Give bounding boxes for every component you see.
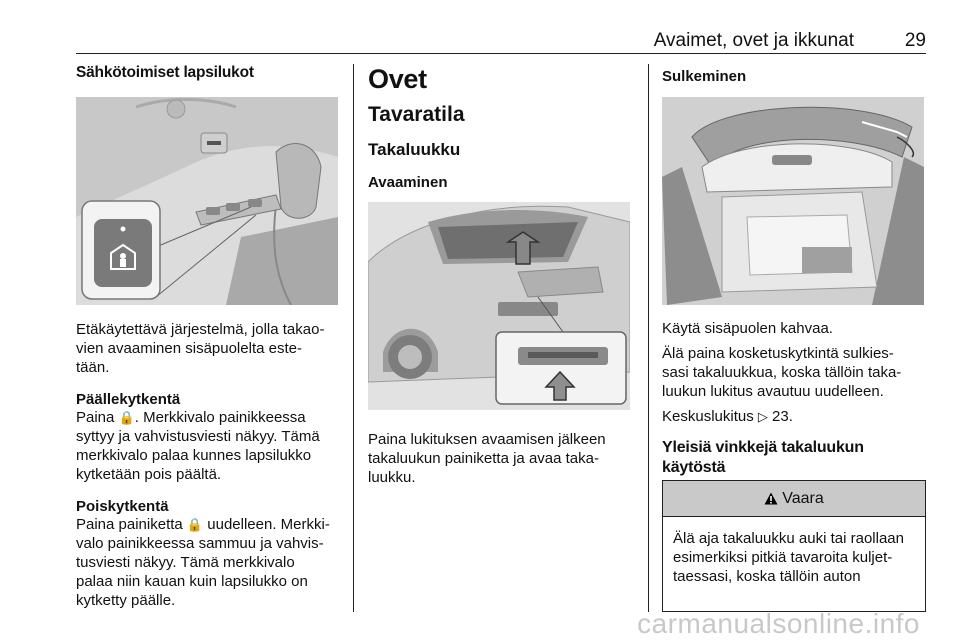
- closing-paragraph-2: [662, 344, 932, 401]
- switch-off-line: valo painikkeessa sammuu ja vahvis-: [76, 535, 324, 552]
- text-page-ref: 23.: [767, 408, 793, 425]
- warning-header: [663, 481, 925, 517]
- heading-switch-off: Poiskytkentä: [76, 498, 169, 515]
- switch-on-line: [76, 408, 346, 427]
- switch-on-line: merkkivalo palaa kunnes lapsilukko: [76, 447, 312, 464]
- warning-box: [662, 480, 926, 612]
- column-divider-1: [353, 64, 354, 612]
- page-number: 29: [904, 30, 926, 51]
- heading-opening: Avaaminen: [368, 174, 448, 191]
- page-header: [76, 30, 926, 54]
- closing-line: Älä paina kosketuskytkintä sulkies-: [662, 345, 894, 362]
- column-doors: [368, 64, 634, 191]
- warning-body: [663, 517, 925, 586]
- warning-label: Vaara: [782, 489, 824, 507]
- column-child-locks: [76, 64, 338, 82]
- column-divider-2: [648, 64, 649, 612]
- intro-line: vien avaaminen sisäpuolelta este-: [76, 340, 302, 357]
- right-triangle-reference-icon: ▷: [757, 409, 768, 424]
- section-heading-child-locks: Sähkötoimiset lapsilukot: [76, 64, 254, 81]
- tips-heading-line: Yleisiä vinkkejä takaluukun: [662, 439, 864, 456]
- watermark: carmanualsonline.info: [637, 608, 920, 639]
- text-central-locking: Keskuslukitus: [662, 408, 758, 425]
- opening-line: luukku.: [368, 469, 416, 486]
- opening-line: takaluukun painiketta ja avaa taka-: [368, 450, 599, 467]
- tailgate-open-illustration-svg: [368, 202, 630, 410]
- header-rule: [76, 53, 926, 54]
- opening-paragraph: [368, 430, 638, 487]
- child-lock-button-icon: 🔒: [118, 410, 135, 425]
- switch-off-line: [76, 515, 346, 534]
- chapter-heading-doors: Ovet: [368, 64, 427, 94]
- tailgate-open-illustration: [368, 202, 630, 410]
- subsection-heading-tailgate: Takaluukku: [368, 140, 461, 159]
- warning-line: Älä aja takaluukku auki tai raollaan: [673, 530, 904, 547]
- switch-off-line: kytketty päälle.: [76, 592, 176, 609]
- column-closing: [662, 68, 926, 85]
- section-heading-luggage: Tavaratila: [368, 103, 465, 126]
- closing-paragraph-1: Käytä sisäpuolen kahvaa.: [662, 320, 833, 337]
- closing-line: sasi takaluukkua, koska tällöin taka-: [662, 364, 902, 381]
- closing-line: luukun lukitus avautuu uudelleen.: [662, 383, 884, 400]
- chapter-title: Avaimet, ovet ja ikkunat: [653, 30, 854, 51]
- intro-line: Etäkäytettävä järjestelmä, jolla takao-: [76, 321, 325, 338]
- heading-switch-on: Päällekytkentä: [76, 391, 181, 408]
- tailgate-closing-illustration: [662, 97, 924, 305]
- closing-paragraph-3: [662, 407, 932, 426]
- closing-text: [662, 319, 932, 478]
- tips-heading-line: käytöstä: [662, 459, 726, 476]
- intro-paragraph: [76, 320, 346, 377]
- warning-line: esimerkiksi pitkiä tavaroita kuljet-: [673, 549, 893, 566]
- switch-off-paragraph: [76, 515, 346, 610]
- text-rest: uudelleen. Merkki-: [203, 516, 330, 533]
- switch-off-line: palaa niin kauan kuin lapsilukko on: [76, 573, 308, 590]
- heading-closing: Sulkeminen: [662, 68, 747, 85]
- child-lock-button-icon: 🔒: [186, 517, 204, 532]
- tailgate-closing-illustration-svg: [662, 97, 924, 305]
- child-lock-text: [76, 320, 346, 610]
- child-lock-illustration-svg: [76, 97, 338, 305]
- warning-triangle-icon: [764, 492, 778, 505]
- switch-on-line: kytketään pois päältä.: [76, 466, 222, 483]
- text-press-again: Paina painiketta: [76, 516, 187, 533]
- opening-line: Paina lukituksen avaamisen jälkeen: [368, 431, 606, 448]
- intro-line: tään.: [76, 359, 110, 376]
- warning-line: taessasi, koska tällöin auton: [673, 568, 861, 585]
- switch-off-line: tusviesti näkyy. Tämä merkkivalo: [76, 554, 295, 571]
- switch-on-line: syttyy ja vahvistusviesti näkyy. Tämä: [76, 428, 320, 445]
- opening-text: [368, 430, 638, 487]
- heading-general-tips: [662, 438, 932, 478]
- text-press: Paina: [76, 409, 119, 426]
- switch-on-paragraph: [76, 408, 346, 484]
- child-lock-illustration: [76, 97, 338, 305]
- text-rest: . Merkkivalo painikkeessa: [134, 409, 306, 426]
